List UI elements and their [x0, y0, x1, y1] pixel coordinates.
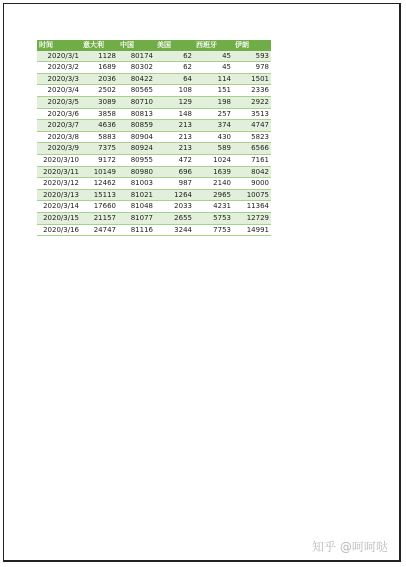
table-cell: 2020/3/13	[37, 189, 81, 201]
table-cell: 4231	[194, 201, 233, 213]
table-cell: 21157	[81, 212, 118, 224]
table-cell: 81021	[118, 189, 155, 201]
table-cell: 2020/3/11	[37, 166, 81, 178]
table-cell: 80710	[118, 96, 155, 108]
table-cell: 7375	[81, 143, 118, 155]
table-cell: 2020/3/9	[37, 143, 81, 155]
table-row	[37, 51, 271, 62]
table-cell: 151	[194, 85, 233, 97]
table-cell: 24747	[81, 224, 118, 236]
table-cell: 114	[194, 73, 233, 85]
table-cell: 80813	[118, 108, 155, 120]
table-cell: 14991	[233, 224, 271, 236]
table-cell: 472	[155, 154, 194, 166]
table-cell: 696	[155, 166, 194, 178]
table-cell: 62	[155, 51, 194, 62]
table-cell: 2502	[81, 85, 118, 97]
table-cell: 3089	[81, 96, 118, 108]
table-cell: 80859	[118, 120, 155, 132]
table-cell: 2020/3/1	[37, 51, 81, 62]
table-cell: 129	[155, 96, 194, 108]
table-cell: 80174	[118, 51, 155, 62]
table-cell: 2922	[233, 96, 271, 108]
table-row	[37, 166, 271, 178]
table-cell: 10149	[81, 166, 118, 178]
table-row	[37, 85, 271, 97]
table-cell: 9172	[81, 154, 118, 166]
table-cell: 2020/3/4	[37, 85, 81, 97]
table-cell: 8042	[233, 166, 271, 178]
table-cell: 2020/3/6	[37, 108, 81, 120]
table-row	[37, 224, 271, 236]
table-cell: 430	[194, 131, 233, 143]
table-cell: 2655	[155, 212, 194, 224]
data-table	[37, 40, 271, 236]
table-cell: 80565	[118, 85, 155, 97]
table-row	[37, 189, 271, 201]
table-cell: 6566	[233, 143, 271, 155]
table-cell: 2033	[155, 201, 194, 213]
table-cell: 2020/3/2	[37, 62, 81, 74]
table-cell: 198	[194, 96, 233, 108]
table-cell: 1024	[194, 154, 233, 166]
table-cell: 10075	[233, 189, 271, 201]
table-row	[37, 143, 271, 155]
table-cell: 2036	[81, 73, 118, 85]
table-cell: 108	[155, 85, 194, 97]
table-cell: 81003	[118, 178, 155, 190]
table-row	[37, 108, 271, 120]
table-cell: 1264	[155, 189, 194, 201]
table-cell: 2020/3/10	[37, 154, 81, 166]
table-cell: 3244	[155, 224, 194, 236]
column-header: 中国	[118, 40, 155, 51]
table-cell: 148	[155, 108, 194, 120]
table-cell: 11364	[233, 201, 271, 213]
column-header: 西班牙	[194, 40, 233, 51]
column-header: 伊朗	[233, 40, 271, 51]
table-cell: 2020/3/3	[37, 73, 81, 85]
table-cell: 7753	[194, 224, 233, 236]
table-cell: 62	[155, 62, 194, 74]
table-cell: 7161	[233, 154, 271, 166]
column-header: 时间	[37, 40, 81, 51]
table-cell: 81116	[118, 224, 155, 236]
table-header-row	[37, 40, 271, 51]
table-cell: 2020/3/5	[37, 96, 81, 108]
table-cell: 2020/3/8	[37, 131, 81, 143]
table-row	[37, 154, 271, 166]
table-cell: 5883	[81, 131, 118, 143]
table-body	[37, 51, 271, 236]
table-row	[37, 212, 271, 224]
table-cell: 80422	[118, 73, 155, 85]
table-cell: 2020/3/15	[37, 212, 81, 224]
table-cell: 45	[194, 62, 233, 74]
table-row	[37, 120, 271, 132]
table-row	[37, 131, 271, 143]
table-cell: 4636	[81, 120, 118, 132]
table-cell: 1128	[81, 51, 118, 62]
table-cell: 213	[155, 120, 194, 132]
table-cell: 213	[155, 143, 194, 155]
table-cell: 2020/3/7	[37, 120, 81, 132]
table-row	[37, 62, 271, 74]
table-cell: 12462	[81, 178, 118, 190]
table-cell: 257	[194, 108, 233, 120]
table-cell: 80955	[118, 154, 155, 166]
table-cell: 2020/3/16	[37, 224, 81, 236]
table-cell: 4747	[233, 120, 271, 132]
table-cell: 15113	[81, 189, 118, 201]
table-row	[37, 73, 271, 85]
table-cell: 987	[155, 178, 194, 190]
table-cell: 80924	[118, 143, 155, 155]
table-cell: 5823	[233, 131, 271, 143]
column-header: 美国	[155, 40, 194, 51]
table-cell: 1639	[194, 166, 233, 178]
table-cell: 2140	[194, 178, 233, 190]
table-cell: 45	[194, 51, 233, 62]
table-cell: 3513	[233, 108, 271, 120]
table-cell: 3858	[81, 108, 118, 120]
table-cell: 5753	[194, 212, 233, 224]
table-cell: 80980	[118, 166, 155, 178]
table-cell: 2336	[233, 85, 271, 97]
table-row	[37, 96, 271, 108]
table-cell: 81077	[118, 212, 155, 224]
table-cell: 12729	[233, 212, 271, 224]
table-cell: 2020/3/14	[37, 201, 81, 213]
table-cell: 80302	[118, 62, 155, 74]
table-cell: 80904	[118, 131, 155, 143]
table-cell: 978	[233, 62, 271, 74]
table-cell: 1689	[81, 62, 118, 74]
table-row	[37, 178, 271, 190]
table-cell: 81048	[118, 201, 155, 213]
table-cell: 213	[155, 131, 194, 143]
table-cell: 17660	[81, 201, 118, 213]
table-row	[37, 201, 271, 213]
table-cell: 1501	[233, 73, 271, 85]
table-cell: 2965	[194, 189, 233, 201]
table-cell: 64	[155, 73, 194, 85]
table-cell: 374	[194, 120, 233, 132]
table-cell: 593	[233, 51, 271, 62]
table-cell: 9000	[233, 178, 271, 190]
watermark: 知乎 @呵呵哒	[312, 540, 388, 554]
table-cell: 589	[194, 143, 233, 155]
table-cell: 2020/3/12	[37, 178, 81, 190]
column-header: 意大利	[81, 40, 118, 51]
